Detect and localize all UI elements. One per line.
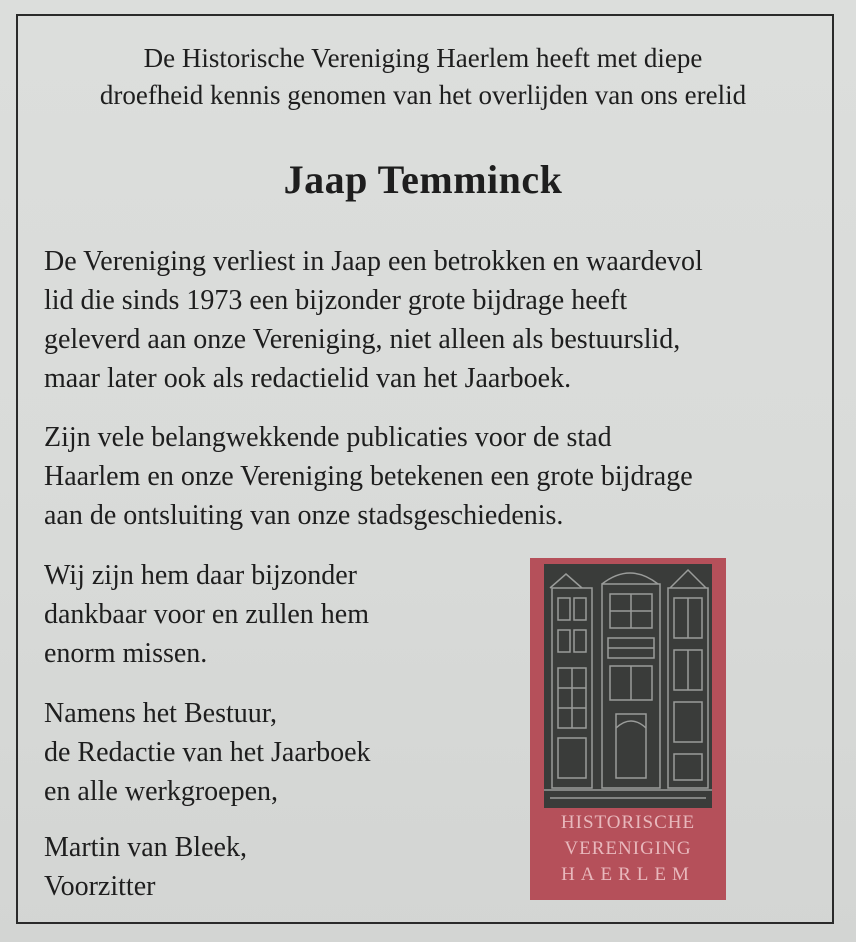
paragraph-gratitude: Wij zijn hem daar bijzonder dankbaar voor en zullen hem enorm missen.: [44, 560, 369, 669]
deceased-name: Jaap Temminck: [283, 157, 563, 202]
paragraph-contribution: De Vereniging verliest in Jaap een betrokken en waardevol lid die sinds 1973 een bijzonder grote bijdrage heeft geleverd aan onze Vereniging, niet alleen als bestuurslid, maar later ook als redactielid van het Jaarboek.: [44, 246, 703, 394]
signatory: Martin van Bleek, Voorzitter: [44, 832, 247, 902]
logo-text-line-2: VERENIGING: [564, 838, 692, 859]
logo-text-line-1: HISTORISCHE: [560, 812, 696, 833]
logo-text-line-3: HAERLEM: [561, 864, 695, 885]
paragraph-publications: Zijn vele belangwekkende publicaties voor de stad Haarlem en onze Vereniging betekenen een grote bijdrage aan de ontsluiting van onze stadsgeschiedenis.: [44, 422, 693, 531]
on-behalf-of: Namens het Bestuur, de Redactie van het Jaarboek en alle werkgroepen,: [44, 698, 371, 807]
intro-text: De Historische Vereniging Haerlem heeft met diepe droefheid kennis genomen van het overlijden van ons erelid: [99, 43, 747, 110]
